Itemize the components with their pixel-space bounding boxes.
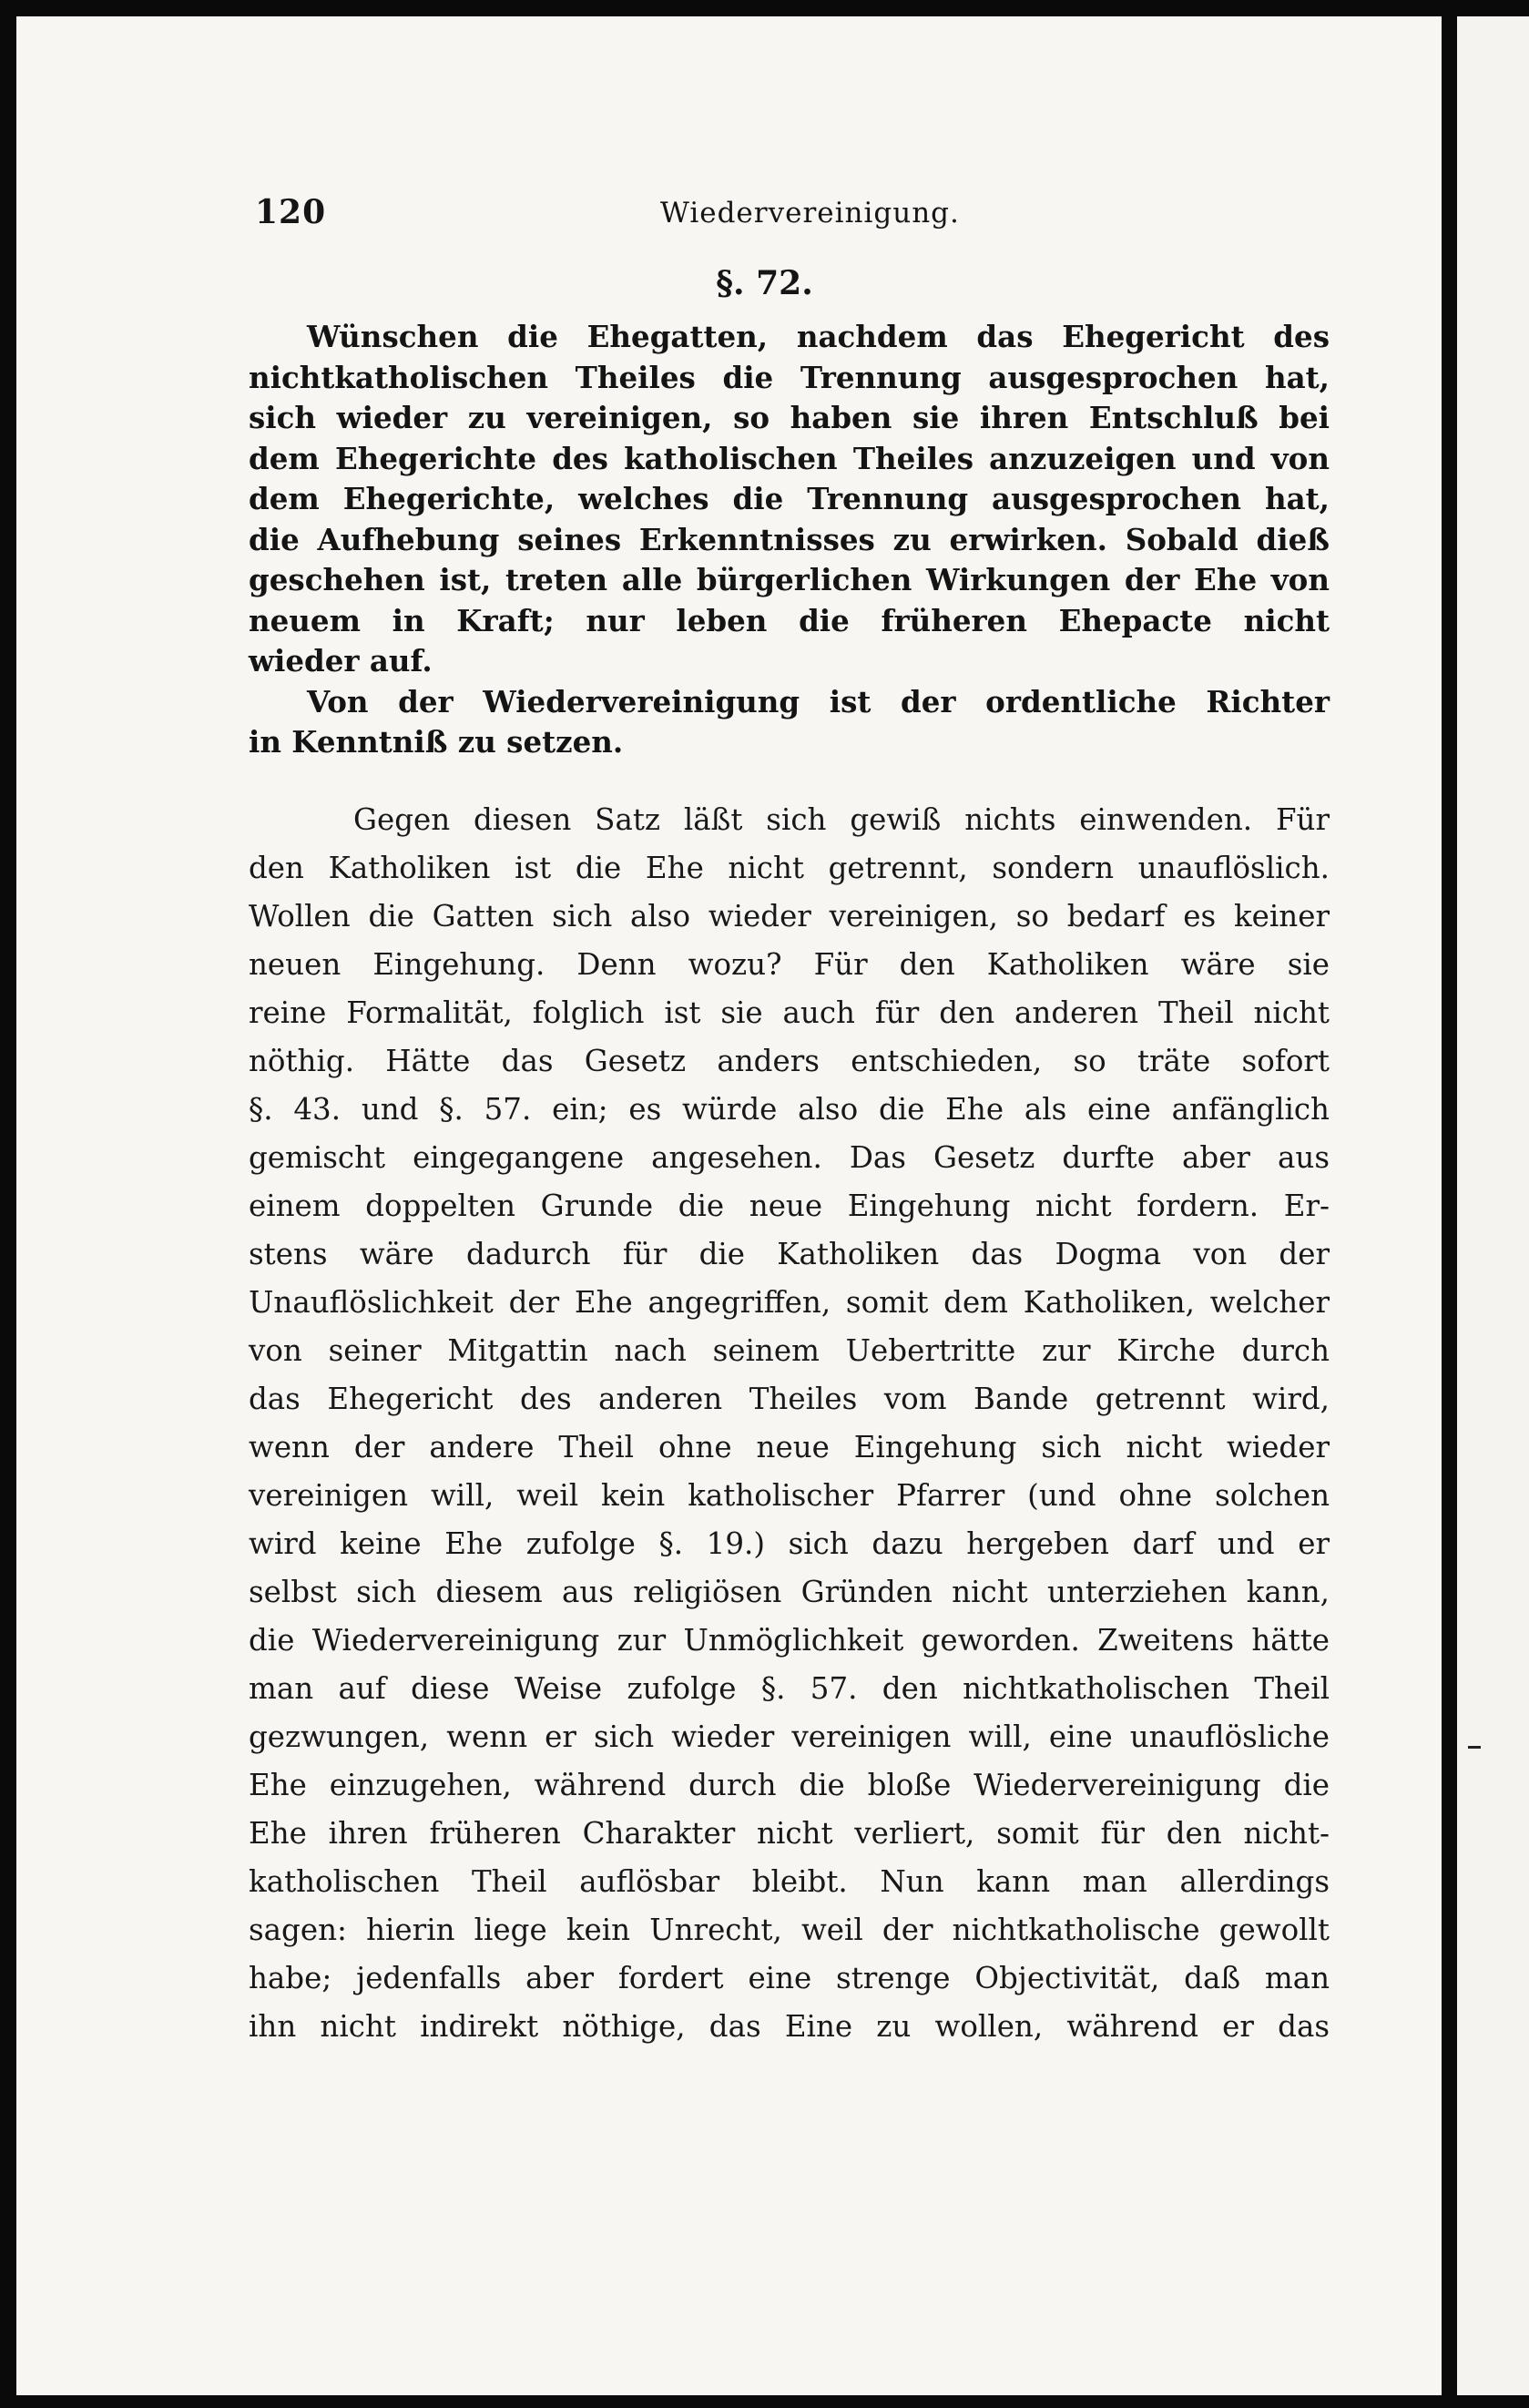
commentary-line: vereinigen will, weil kein katholischer Pfarrer (und ohne solchen — [249, 1478, 1330, 1513]
commentary-line: sagen: hierin liege kein Unrecht, weil der nichtkatholische gewollt — [249, 1913, 1330, 1947]
law-line: neuem in Kraft; nur leben die früheren Ehepacte nicht — [249, 602, 1330, 638]
page-number: 120 — [255, 193, 327, 231]
commentary-line: ihn nicht indirekt nöthige, das Eine zu wollen, während er das — [249, 2009, 1330, 2044]
page-header — [246, 193, 1330, 244]
commentary-line: neuen Eingehung. Denn wozu? Für den Katholiken wäre sie — [249, 947, 1330, 982]
law-line: in Kenntniß zu setzen. — [249, 724, 624, 760]
commentary-line: Ehe ihren früheren Charakter nicht verliert, somit für den nicht- — [249, 1816, 1330, 1851]
law-line: dem Ehegerichte des katholischen Theiles anzuzeigen und von — [249, 440, 1330, 476]
next-page-edge — [1457, 16, 1529, 2395]
section-number: §. 72. — [716, 264, 813, 302]
commentary-line: den Katholiken ist die Ehe nicht getrennt, sondern unauflöslich. — [249, 851, 1330, 885]
commentary-line: Ehe einzugehen, während durch die bloße Wiedervereinigung die — [249, 1768, 1330, 1802]
commentary-line: die Wiedervereinigung zur Unmöglichkeit geworden. Zweitens hätte — [249, 1623, 1330, 1658]
law-line: dem Ehegerichte, welches die Trennung ausgesprochen hat, — [249, 481, 1330, 516]
law-line: Wünschen die Ehegatten, nachdem das Ehegericht des — [307, 319, 1330, 354]
law-line: wieder auf. — [249, 643, 433, 679]
commentary-line: wenn der andere Theil ohne neue Eingehung sich nicht wieder — [249, 1430, 1330, 1464]
commentary-line: Unauflöslichkeit der Ehe angegriffen, somit dem Katholiken, welcher — [249, 1285, 1330, 1320]
commentary-line: das Ehegericht des anderen Theiles vom Bande getrennt wird, — [249, 1382, 1330, 1416]
commentary-line: man auf diese Weise zufolge §. 57. den nichtkatholischen Theil — [249, 1671, 1330, 1706]
commentary-line: katholischen Theil auflösbar bleibt. Nun kann man allerdings — [249, 1864, 1330, 1899]
commentary-line: gezwungen, wenn er sich wieder vereinigen will, eine unauflösliche — [249, 1719, 1330, 1754]
law-line: sich wieder zu vereinigen, so haben sie ihren Entschluß bei — [249, 400, 1330, 435]
law-line: geschehen ist, treten alle bürgerlichen Wirkungen der Ehe von — [249, 562, 1330, 597]
commentary-line: gemischt eingegangene angesehen. Das Gesetz durfte aber aus — [249, 1140, 1330, 1175]
law-text — [249, 317, 1330, 763]
commentary-line: §. 43. und §. 57. ein; es würde also die Ehe als eine anfänglich — [249, 1092, 1330, 1127]
law-line: Von der Wiedervereinigung ist der ordentliche Richter — [307, 683, 1330, 719]
commentary-line: habe; jedenfalls aber fordert eine strenge Objectivität, daß man — [249, 1961, 1330, 1995]
commentary-line: Gegen diesen Satz läßt sich gewiß nichts einwenden. Für — [353, 802, 1330, 837]
commentary-line: von seiner Mitgattin nach seinem Uebertritte zur Kirche durch — [249, 1333, 1330, 1368]
commentary-line: reine Formalität, folglich ist sie auch für den anderen Theil nicht — [249, 995, 1330, 1030]
commentary-line: stens wäre dadurch für die Katholiken das Dogma von der — [249, 1237, 1330, 1271]
law-line: nichtkatholischen Theiles die Trennung ausgesprochen hat, — [249, 359, 1330, 395]
commentary-paragraph — [249, 796, 1330, 2051]
commentary-line: einem doppelten Grunde die neue Eingehung nicht fordern. Er- — [249, 1189, 1330, 1223]
law-line: die Aufhebung seines Erkenntnisses zu erwirken. Sobald dieß — [249, 521, 1330, 557]
commentary-line: selbst sich diesem aus religiösen Gründen nicht unterziehen kann, — [249, 1575, 1330, 1609]
edge-dash-mark — [1468, 1746, 1481, 1749]
commentary-line: nöthig. Hätte das Gesetz anders entschieden, so träte sofort — [249, 1044, 1330, 1078]
commentary-line: Wollen die Gatten sich also wieder vereinigen, so bedarf es keiner — [249, 899, 1330, 934]
running-title: Wiedervereinigung. — [660, 197, 960, 230]
commentary-line: wird keine Ehe zufolge §. 19.) sich dazu hergeben darf und er — [249, 1526, 1330, 1561]
